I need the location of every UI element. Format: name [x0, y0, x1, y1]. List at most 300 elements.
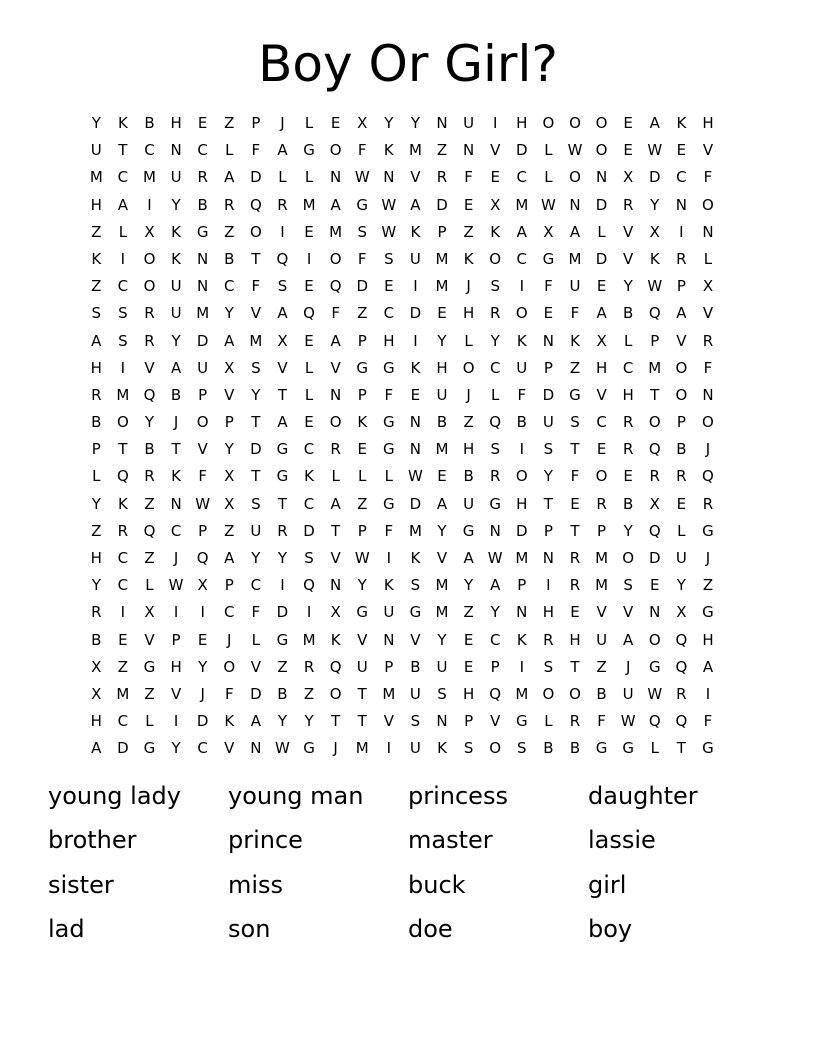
grid-letter: G [276, 440, 289, 459]
grid-letter: I [519, 440, 525, 459]
grid-letter: L [225, 141, 234, 160]
grid-letter: N [569, 195, 581, 214]
grid-letter: V [436, 549, 448, 567]
grid-letter: Y [171, 195, 181, 214]
word-list-item: sister [48, 870, 114, 899]
grid-letter: I [705, 684, 711, 703]
grid-letter: A [91, 331, 102, 350]
grid-letter: N [409, 413, 422, 432]
grid-letter: G [276, 467, 289, 486]
grid-letter: W [354, 168, 370, 187]
grid-letter: B [91, 413, 102, 432]
grid-letter: L [92, 467, 101, 486]
grid-letter: G [595, 739, 608, 758]
grid-letter: X [144, 222, 155, 241]
word-list-item: princess [408, 782, 508, 810]
grid-letter: G [356, 195, 369, 214]
grid-letter: T [543, 494, 553, 513]
grid-letter: M [648, 358, 662, 377]
grid-letter: F [570, 304, 580, 323]
grid-letter: H [90, 712, 102, 731]
grid-letter: O [569, 114, 581, 132]
grid-letter: A [463, 549, 474, 567]
grid-letter: A [436, 494, 448, 513]
grid-letter: R [543, 630, 554, 649]
grid-letter: L [358, 467, 367, 486]
grid-letter: L [544, 712, 553, 731]
grid-letter: P [384, 657, 394, 676]
grid-letter: O [595, 467, 608, 486]
grid-letter: G [622, 739, 634, 758]
grid-letter: N [170, 494, 182, 513]
grid-letter: H [436, 358, 448, 377]
grid-letter: K [437, 739, 447, 758]
grid-letter: F [517, 385, 527, 404]
grid-letter: W [275, 739, 290, 758]
grid-letter: C [516, 168, 528, 187]
grid-letter: T [570, 521, 580, 540]
grid-letter: Z [117, 657, 129, 676]
grid-letter: Z [224, 222, 235, 241]
grid-letter: M [116, 684, 130, 703]
grid-letter: U [90, 141, 102, 160]
grid-letter: K [410, 222, 421, 241]
grid-letter: G [143, 657, 156, 676]
grid-letter: P [543, 521, 553, 540]
grid-letter: K [410, 549, 421, 567]
grid-letter: W [487, 549, 503, 567]
grid-letter: J [705, 440, 711, 459]
grid-letter: S [91, 304, 102, 323]
grid-letter: J [227, 630, 232, 649]
grid-letter: M [515, 549, 529, 567]
grid-letter: V [224, 385, 235, 404]
grid-letter: P [517, 576, 527, 595]
word-list-item: boy [588, 914, 633, 943]
grid-letter: J [333, 739, 338, 758]
grid-letter: I [173, 603, 179, 622]
grid-letter: E [304, 222, 314, 241]
grid-letter: N [675, 195, 687, 214]
grid-letter: B [197, 195, 208, 214]
grid-letter: M [595, 576, 609, 595]
grid-letter: C [117, 168, 129, 187]
grid-letter: L [703, 249, 713, 268]
grid-letter: C [596, 413, 607, 432]
grid-letter: D [542, 385, 555, 404]
grid-letter: G [409, 603, 422, 622]
grid-letter: H [170, 657, 182, 676]
grid-letter: D [648, 549, 661, 567]
word-list-item: son [228, 914, 271, 943]
grid-letter: P [251, 114, 261, 132]
grid-letter: N [250, 739, 262, 758]
grid-letter: E [410, 385, 421, 404]
grid-letter: L [304, 358, 314, 377]
grid-letter: E [463, 630, 474, 649]
grid-letter: K [383, 576, 394, 595]
grid-letter: L [544, 141, 553, 160]
grid-letter: R [144, 331, 155, 350]
word-list-item: lad [48, 914, 85, 943]
grid-letter: Q [303, 576, 315, 595]
grid-letter: J [466, 385, 471, 404]
grid-letter: Z [91, 277, 102, 296]
grid-letter: S [118, 331, 128, 350]
grid-letter: I [173, 712, 179, 731]
grid-letter: K [171, 249, 181, 268]
grid-letter: A [330, 494, 341, 513]
grid-letter: R [622, 195, 634, 214]
grid-letter: B [224, 249, 235, 268]
grid-letter: U [409, 684, 421, 703]
grid-letter: S [543, 440, 554, 459]
grid-letter: B [516, 413, 527, 432]
grid-letter: T [676, 739, 686, 758]
grid-letter: Z [569, 358, 581, 377]
grid-letter: M [302, 195, 316, 214]
grid-letter: Z [224, 521, 235, 540]
grid-letter: R [702, 494, 714, 513]
grid-letter: O [542, 114, 555, 132]
grid-letter: V [410, 168, 421, 187]
grid-letter: L [464, 331, 473, 350]
grid-letter: R [436, 168, 448, 187]
grid-letter: W [647, 141, 663, 160]
grid-letter: O [143, 277, 156, 296]
grid-letter: P [543, 358, 553, 377]
grid-letter: N [409, 440, 422, 459]
grid-letter: G [515, 712, 528, 731]
grid-letter: I [200, 603, 205, 622]
word-list-item: young man [228, 782, 364, 810]
grid-letter: A [224, 331, 235, 350]
grid-letter: E [623, 467, 633, 486]
grid-letter: Z [91, 222, 102, 241]
grid-letter: A [330, 331, 341, 350]
grid-letter: U [436, 657, 448, 676]
grid-letter: O [542, 684, 555, 703]
grid-letter: R [224, 195, 235, 214]
grid-letter: T [331, 521, 341, 540]
word-list-item: prince [228, 826, 303, 855]
grid-letter: G [383, 358, 395, 377]
grid-letter: G [303, 739, 315, 758]
grid-letter: B [277, 684, 288, 703]
grid-letter: F [198, 467, 207, 486]
grid-letter: V [383, 712, 394, 731]
grid-letter: F [357, 249, 367, 268]
grid-letter: E [490, 168, 500, 187]
grid-letter: O [648, 413, 661, 432]
grid-letter: D [595, 249, 608, 268]
grid-letter: L [650, 739, 659, 758]
grid-letter: T [277, 494, 288, 513]
grid-letter: A [569, 222, 581, 241]
grid-letter: C [516, 249, 528, 268]
grid-letter: D [356, 277, 369, 296]
grid-letter: Z [144, 684, 155, 703]
grid-letter: V [596, 385, 607, 404]
grid-letter: K [410, 358, 421, 377]
grid-letter: N [197, 277, 209, 296]
grid-letter: N [542, 331, 554, 350]
grid-letter: O [329, 141, 342, 160]
grid-letter: S [517, 739, 527, 758]
grid-letter: M [435, 277, 449, 296]
grid-letter: W [381, 195, 397, 214]
grid-letter: R [330, 440, 341, 459]
grid-letter: L [304, 168, 314, 187]
grid-letter: G [702, 739, 714, 758]
grid-letter: E [463, 657, 474, 676]
grid-letter: M [435, 603, 449, 622]
grid-letter: Y [224, 304, 234, 323]
grid-letter: N [595, 168, 608, 187]
grid-letter: M [196, 304, 210, 323]
grid-letter: D [250, 684, 262, 703]
grid-letter: T [331, 712, 341, 731]
grid-letter: Q [249, 195, 262, 214]
grid-letter: X [702, 277, 714, 296]
grid-letter: U [170, 168, 182, 187]
grid-letter: K [117, 494, 128, 513]
grid-letter: P [198, 385, 208, 404]
grid-letter: G [196, 222, 209, 241]
grid-letter: M [435, 440, 449, 459]
grid-letter: G [383, 440, 395, 459]
grid-letter: U [569, 277, 581, 296]
grid-letter: M [595, 549, 609, 567]
grid-letter: P [357, 385, 367, 404]
word-list [48, 776, 768, 953]
grid-letter: U [356, 657, 368, 676]
grid-letter: B [170, 385, 182, 404]
grid-letter: V [357, 630, 368, 649]
grid-letter: E [570, 603, 580, 622]
grid-letter: Q [143, 385, 156, 404]
grid-letter: R [303, 657, 315, 676]
grid-letter: P [464, 712, 474, 731]
grid-letter: N [330, 168, 342, 187]
grid-letter: C [224, 277, 235, 296]
grid-letter: Y [304, 712, 314, 731]
grid-letter: B [463, 467, 474, 486]
grid-letter: A [649, 114, 660, 132]
grid-letter: F [384, 385, 394, 404]
grid-letter: E [437, 467, 447, 486]
grid-letter: I [413, 277, 418, 296]
grid-letter: X [649, 494, 660, 513]
grid-letter: F [251, 277, 261, 296]
grid-letter: I [280, 576, 285, 595]
grid-letter: D [516, 141, 528, 160]
grid-letter: T [277, 385, 288, 404]
grid-letter: M [515, 684, 529, 703]
grid-letter: K [304, 467, 314, 486]
grid-letter: Q [329, 657, 342, 676]
grid-letter: N [516, 603, 528, 622]
grid-letter: G [569, 385, 581, 404]
grid-letter: Z [702, 576, 714, 595]
grid-letter: Y [410, 114, 420, 132]
grid-letter: A [224, 549, 235, 567]
grid-letter: V [250, 304, 261, 323]
grid-letter: F [544, 277, 553, 296]
grid-letter: N [383, 630, 395, 649]
grid-letter: L [118, 222, 128, 241]
grid-letter: R [676, 249, 687, 268]
grid-letter: I [492, 114, 498, 132]
grid-letter: R [569, 576, 581, 595]
grid-letter: C [117, 277, 129, 296]
page-title: Boy Or Girl? [258, 35, 558, 93]
grid-letter: G [702, 521, 714, 540]
grid-letter: W [354, 549, 370, 567]
grid-letter: B [676, 440, 687, 459]
word-list-item: lassie [588, 826, 656, 855]
grid-letter: R [277, 521, 288, 540]
grid-letter: U [622, 684, 634, 703]
grid-letter: M [116, 385, 130, 404]
grid-letter: M [382, 684, 396, 703]
grid-letter: X [224, 494, 235, 513]
grid-letter: T [357, 712, 367, 731]
grid-letter: V [330, 358, 341, 377]
grid-letter: V [623, 249, 634, 268]
grid-letter: O [489, 739, 502, 758]
grid-letter: R [91, 385, 102, 404]
grid-letter: U [463, 114, 475, 132]
grid-letter: K [490, 222, 501, 241]
grid-letter: L [491, 385, 500, 404]
grid-letter: D [196, 712, 209, 731]
grid-letter: L [304, 114, 314, 132]
grid-letter: G [143, 739, 156, 758]
grid-letter: O [329, 684, 342, 703]
grid-letter: Z [144, 494, 155, 513]
grid-letter: X [224, 358, 235, 377]
grid-letter: N [649, 603, 661, 622]
grid-letter: G [303, 141, 315, 160]
grid-letter: W [408, 467, 423, 486]
grid-letter: E [437, 304, 447, 323]
grid-letter: X [543, 222, 554, 241]
grid-letter: N [462, 141, 475, 160]
grid-letter: U [542, 413, 554, 432]
grid-letter: N [542, 549, 554, 567]
grid-letter: O [702, 413, 714, 432]
grid-letter: O [595, 141, 608, 160]
grid-letter: D [196, 331, 209, 350]
grid-letter: U [675, 549, 687, 567]
grid-letter: O [702, 195, 714, 214]
grid-letter: E [304, 331, 314, 350]
grid-letter: F [464, 168, 473, 187]
grid-letter: H [516, 114, 528, 132]
grid-letter: L [597, 222, 606, 241]
grid-letter: J [173, 549, 179, 567]
grid-letter: F [703, 712, 713, 731]
grid-letter: B [569, 739, 581, 758]
grid-letter: V [224, 739, 235, 758]
grid-letter: S [304, 549, 314, 567]
grid-letter: E [463, 195, 474, 214]
grid-letter: R [489, 304, 501, 323]
grid-letter: S [490, 440, 500, 459]
grid-letter: V [277, 358, 288, 377]
grid-letter: Y [91, 576, 101, 595]
grid-letter: R [144, 467, 155, 486]
grid-letter: Z [91, 521, 102, 540]
grid-letter: L [145, 712, 154, 731]
grid-letter: A [224, 168, 235, 187]
grid-letter: P [650, 331, 660, 350]
grid-letter: R [117, 521, 129, 540]
grid-letter: H [462, 684, 475, 703]
word-list-item: young lady [48, 782, 181, 810]
grid-letter: O [648, 630, 661, 649]
grid-letter: C [117, 576, 129, 595]
grid-letter: L [384, 467, 393, 486]
grid-letter: C [117, 712, 129, 731]
grid-letter: E [543, 304, 554, 323]
grid-letter: N [489, 521, 501, 540]
grid-letter: K [91, 249, 102, 268]
grid-letter: V [144, 358, 155, 377]
grid-letter: Z [224, 114, 235, 132]
grid-letter: S [410, 712, 421, 731]
grid-letter: I [120, 603, 126, 622]
grid-letter: Z [303, 684, 315, 703]
grid-letter: L [251, 630, 261, 649]
grid-letter: O [143, 249, 156, 268]
grid-letter: R [569, 712, 581, 731]
grid-letter: O [329, 249, 342, 268]
grid-letter: E [596, 440, 607, 459]
grid-letter: I [679, 222, 684, 241]
grid-letter: F [251, 603, 261, 622]
grid-letter: F [251, 141, 261, 160]
grid-letter: N [436, 114, 448, 132]
grid-letter: T [118, 440, 128, 459]
grid-letter: S [357, 222, 367, 241]
grid-letter: E [676, 141, 687, 160]
grid-letter: Y [144, 413, 155, 432]
grid-letter: U [596, 630, 608, 649]
grid-letter: P [91, 440, 101, 459]
grid-letter: P [597, 521, 607, 540]
grid-letter: Q [116, 467, 129, 486]
grid-letter: G [276, 630, 289, 649]
grid-letter: T [251, 467, 261, 486]
grid-letter: U [250, 521, 262, 540]
grid-letter: F [384, 521, 394, 540]
grid-letter: C [303, 440, 315, 459]
grid-letter: E [596, 277, 607, 296]
grid-letter: Y [171, 331, 181, 350]
grid-letter: O [675, 358, 688, 377]
grid-letter: Z [357, 494, 368, 513]
grid-letter: M [515, 195, 529, 214]
grid-letter: J [280, 114, 285, 132]
grid-letter: X [649, 222, 660, 241]
grid-letter: Z [357, 304, 368, 323]
grid-letter: A [596, 304, 607, 323]
grid-letter: K [676, 114, 687, 132]
grid-letter: K [171, 222, 181, 241]
grid-letter: Y [91, 494, 101, 513]
